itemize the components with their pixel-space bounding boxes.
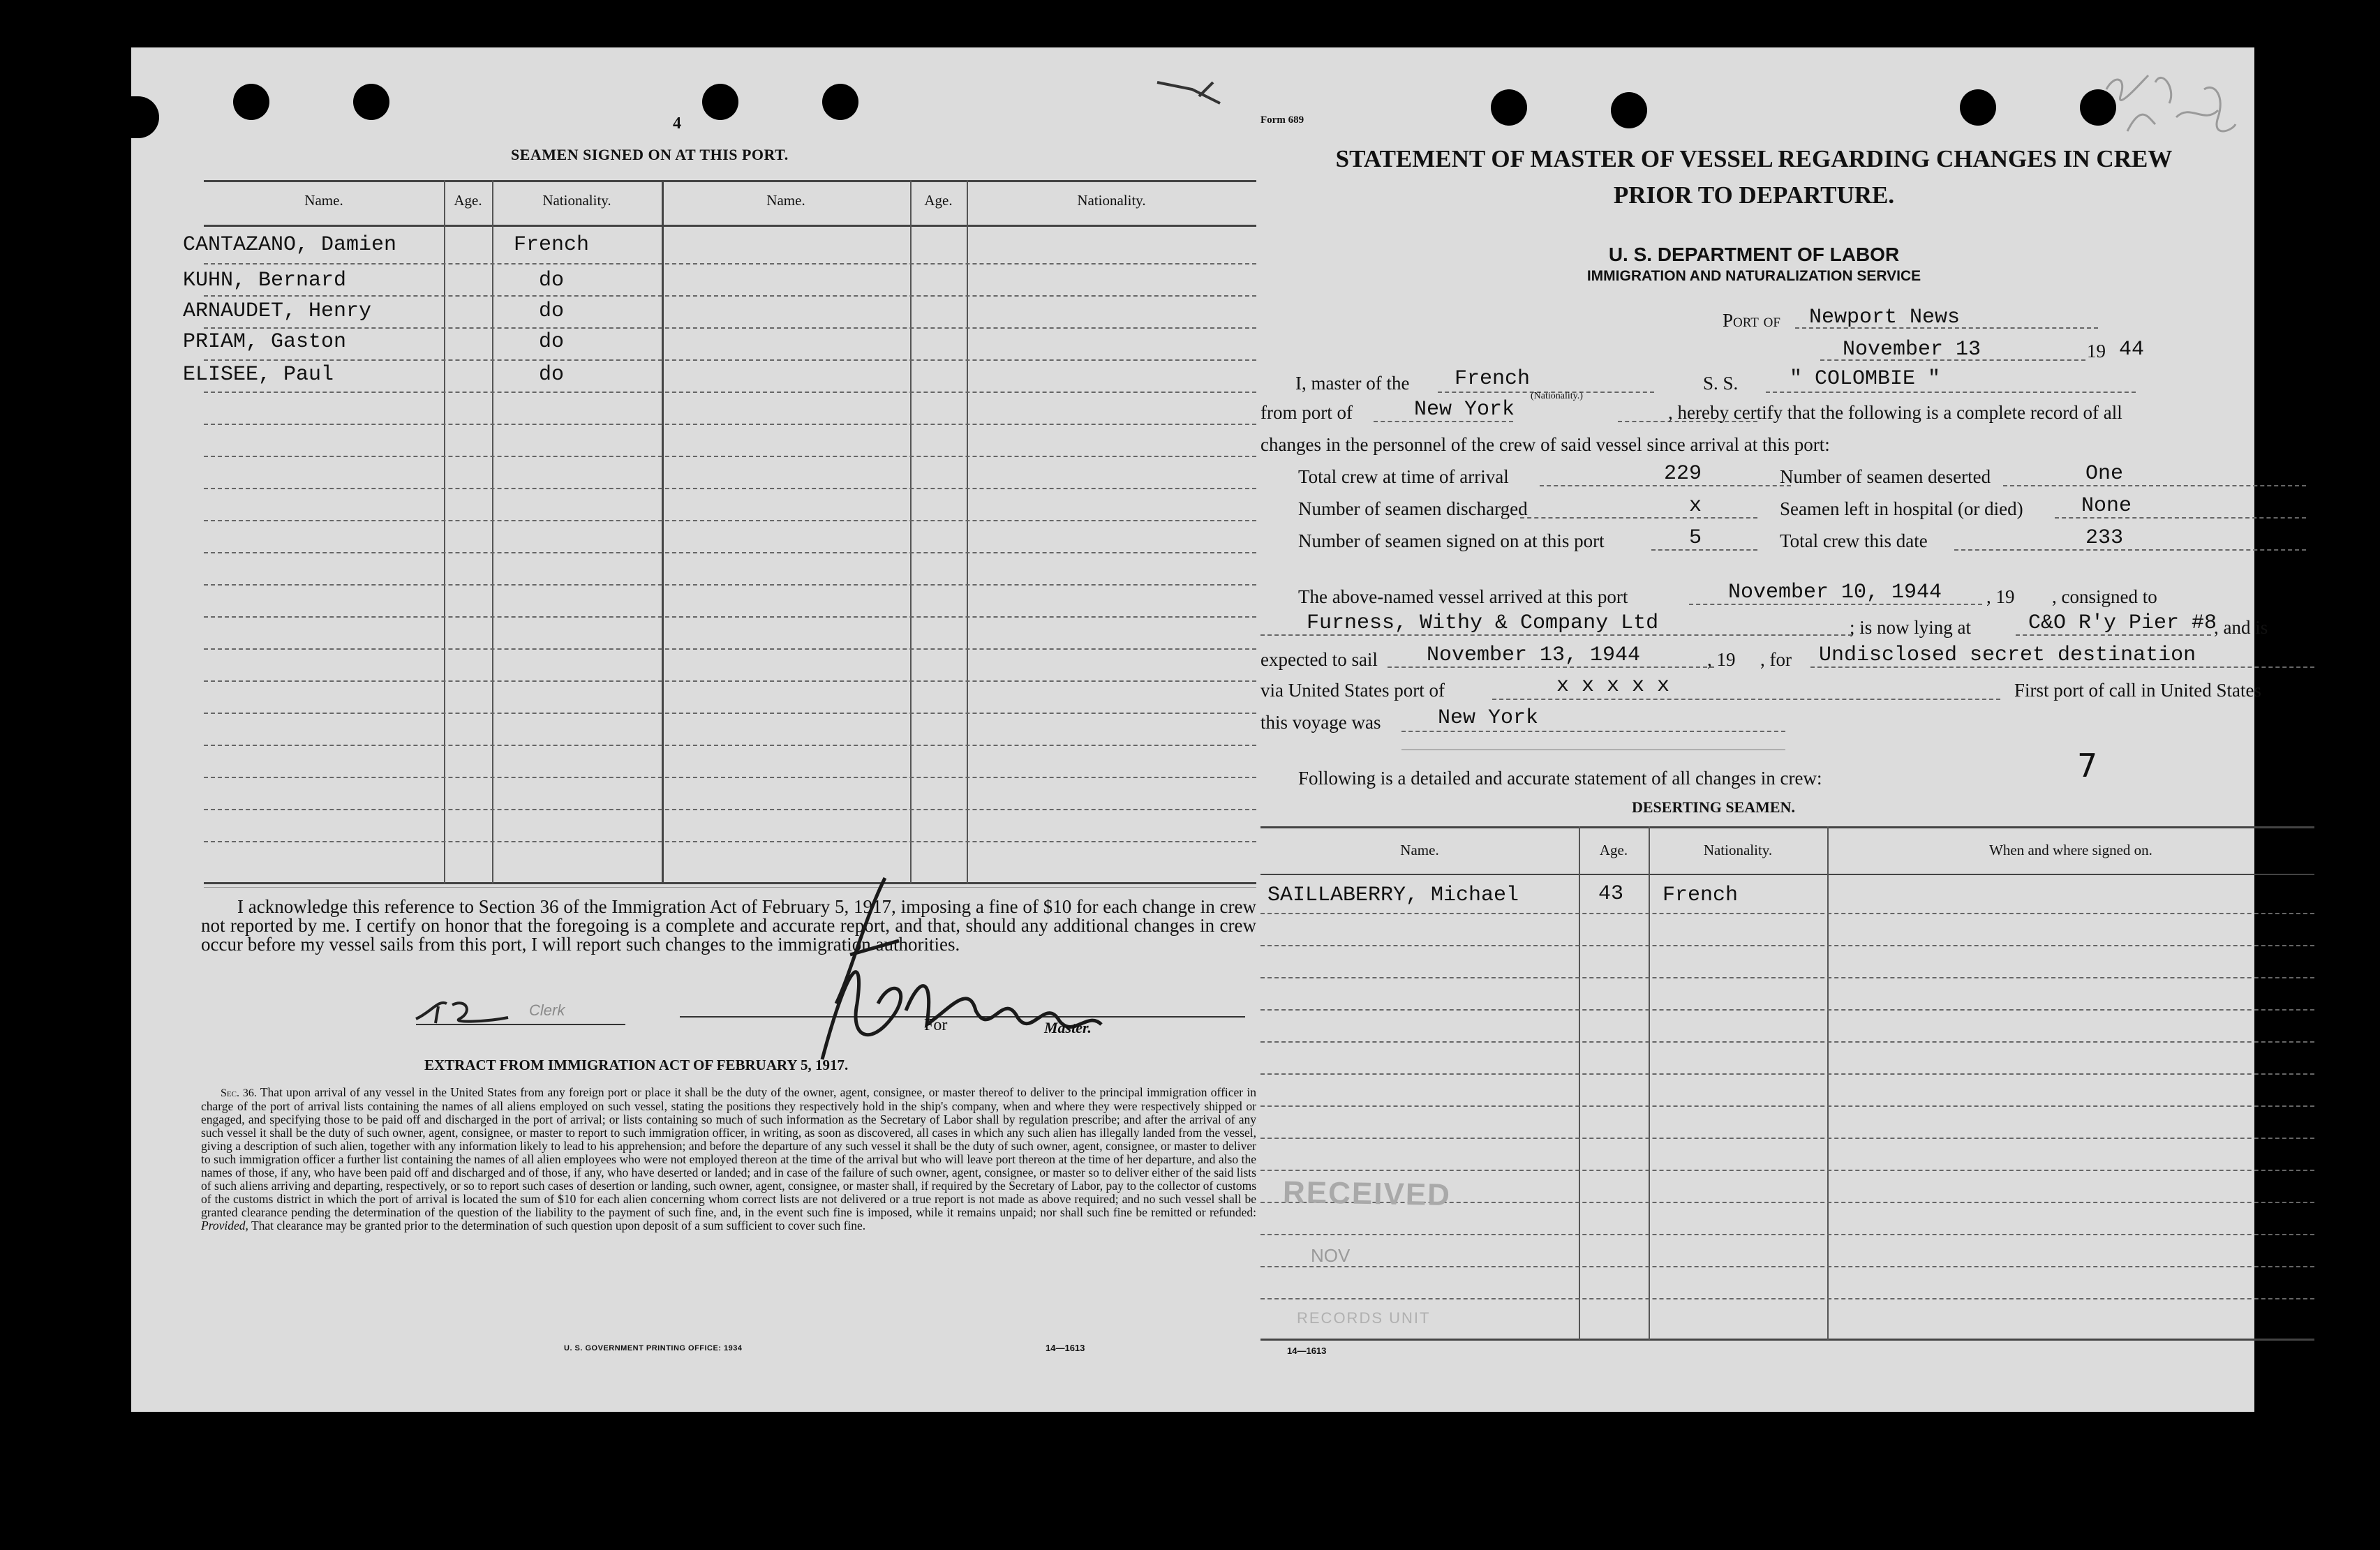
header-name: Name.	[1400, 842, 1439, 858]
punch-hole	[233, 84, 269, 120]
ink-smudge	[1150, 68, 1262, 110]
table-row-nationality: do	[539, 269, 565, 292]
table-row-nationality: French	[1663, 884, 1739, 907]
expected-label: expected to sail	[1260, 649, 1378, 670]
table-row-name: ARNAUDET, Henry	[183, 299, 372, 323]
header-age: Age.	[454, 192, 482, 209]
section-36-text	[201, 1086, 1256, 1232]
nationality-value: French	[1455, 367, 1531, 391]
deserted-label: Number of seamen deserted	[1780, 466, 1991, 487]
table-row-nationality: do	[539, 299, 565, 323]
arrived-value: November 10, 1944	[1728, 581, 1942, 604]
header-nationality: Nationality.	[542, 192, 611, 209]
header-name: Name.	[304, 192, 343, 209]
sail-year: , 19	[1707, 649, 1736, 670]
form-number: Form 689	[1260, 114, 1304, 126]
header-name: Name.	[766, 192, 805, 209]
margin-mark: 7	[2077, 747, 2098, 784]
port-label: Port of	[1723, 310, 1780, 331]
deserted-value: One	[2085, 462, 2124, 486]
signed-on-label: Number of seamen signed on at this port	[1298, 530, 1605, 551]
form-title-line1: STATEMENT OF MASTER OF VESSEL REGARDING CHANGES IN CREW	[1335, 145, 2173, 172]
from-port-value: New York	[1414, 398, 1515, 422]
certify-text: , hereby certify that the following is a complete record of all	[1668, 402, 2122, 423]
deserting-title: DESERTING SEAMEN.	[1632, 798, 1795, 816]
destination-value: Undisclosed secret destination	[1819, 643, 2196, 667]
section-label: Sec. 36.	[221, 1087, 257, 1099]
ss-label: S. S.	[1703, 373, 1739, 394]
nationality-caption: (Nationality.)	[1531, 391, 1583, 401]
acknowledgement-paragraph: I acknowledge this reference to Section 36 of the Immigration Act of February 5, 1917, imposing a fine of $10 for each change in crew not reported by me. I certify on honor that the foregoing is a complete and accurate report, and that, should any additional changes in crew occur before my vessel sails from this port, I will report such changes to the immigration authorities.	[201, 896, 1256, 955]
extract-title: EXTRACT FROM IMMIGRATION ACT OF FEBRUARY 5, 1917.	[424, 1057, 849, 1073]
sail-value: November 13, 1944	[1427, 643, 1641, 667]
first-port-label: First port of call in United States	[2014, 680, 2261, 701]
handwritten-notation	[2099, 61, 2239, 152]
punch-hole	[353, 84, 389, 120]
records-unit-stamp: RECORDS UNIT	[1297, 1309, 1431, 1327]
form-code: 14—1613	[1046, 1343, 1085, 1353]
table-row-name: SAILLABERRY, Michael	[1267, 884, 1519, 907]
lying-label: ; is now lying at	[1850, 617, 1971, 638]
via-label: via United States port of	[1260, 680, 1445, 701]
voyage-value: New York	[1438, 706, 1539, 730]
via-value: x x x x x	[1556, 674, 1670, 698]
document-sheet	[131, 47, 2268, 1412]
for-label: , for	[1760, 649, 1792, 670]
proviso-text: That clearance may be granted prior to the determination of such question upon deposit of a sum sufficient to cover such fine.	[251, 1219, 866, 1232]
header-when-where: When and where signed on.	[1989, 842, 2152, 858]
date-value: November 13	[1843, 338, 1981, 362]
from-port-label: from port of	[1260, 402, 1353, 423]
section-title: SEAMEN SIGNED ON AT THIS PORT.	[511, 146, 789, 163]
discharged-label: Number of seamen discharged	[1298, 498, 1528, 519]
proviso-label: Provided,	[201, 1219, 248, 1232]
arrived-label: The above-named vessel arrived at this port	[1298, 586, 1628, 607]
page-number: 4	[673, 114, 681, 133]
table-row-name: CANTAZANO, Damien	[183, 233, 397, 257]
punch-hole	[1491, 89, 1527, 126]
form-code: 14—1613	[1287, 1346, 1327, 1356]
changes-text: changes in the personnel of the crew of said vessel since arrival at this port:	[1260, 434, 1830, 455]
torn-edge	[131, 96, 159, 138]
total-crew-date-label: Total crew this date	[1780, 530, 1928, 551]
clerk-label: Clerk	[529, 1001, 565, 1019]
pier-value: C&O R'y Pier #8	[2028, 611, 2217, 635]
total-crew-arrival-label: Total crew at time of arrival	[1298, 466, 1509, 487]
for-label: For	[924, 1016, 948, 1034]
form-title-line2: PRIOR TO DEPARTURE.	[1613, 181, 1895, 209]
department-name: U. S. DEPARTMENT OF LABOR	[1608, 244, 1900, 265]
signed-on-value: 5	[1689, 526, 1702, 550]
header-nationality: Nationality.	[1703, 842, 1773, 858]
hospital-value: None	[2081, 494, 2132, 518]
punch-hole	[1960, 89, 1996, 126]
and-is-label: , and is	[2214, 617, 2268, 638]
table-row-age: 43	[1598, 882, 1624, 906]
total-crew-arrival-value: 229	[1664, 462, 1702, 486]
master-label: Master.	[1044, 1019, 1092, 1036]
consigned-label: , consigned to	[2052, 586, 2157, 607]
total-crew-date-value: 233	[2085, 526, 2124, 550]
section-body: That upon arrival of any vessel in the United States from any foreign port or place it shall be the duty of the owner, agent, consignee, or master thereof to deliver to the principal immigration officer in charge of the port of arrival lists containing the names of all aliens employed on such vessel, stating the positions they respectively hold in the ship's company, when and where they were respectively shipped or engaged, and specifying those to be paid off and discharged in the port of arrival; or lists containing so much of such information as the Secretary of Labor shall by regulation prescribe; and after the arrival of any such vessel it shall be the duty of such owner, agent, consignee, or master to report to such immigration officer, in writing, as soon as discovered, all cases in which any such alien has illegally landed from the vessel, giving a description of such alien, together with any information likely to lead to his apprehension; and before the departure of any such vessel it shall be the duty of such owner, agent, consignee, or master to deliver to such immigration officer a further list containing the names of all alien employees who were not employed thereon at the time of the arrival but who will leave port thereon at the time of her departure, and also the names of those, if any, who have been paid off and discharged and of those, if any, who have deserted or landed; and in case of the failure of such owner, agent, consignee, or master so to deliver either of the said lists of such aliens arriving and departing, respectively, or so to report such cases of desertion or landing, such owner, agent, consignee, or master shall, if required by the Secretary of Labor, pay to the collector of customs of the customs district in which the port of arrival is located the sum of $10 for each alien concerning whom correct lists are not delivered or a true report is not made as above required; and no such vessel shall be granted clearance pending the determination of the question of the liability to the payment of such fine, and, in the event such fine is imposed, while it remains unpaid; nor shall such fine be remitted or refunded:	[201, 1085, 1256, 1219]
punch-hole	[702, 84, 738, 120]
table-row-name: PRIAM, Gaston	[183, 330, 347, 354]
port-value: Newport News	[1809, 306, 1961, 329]
table-row-nationality: French	[514, 233, 590, 257]
received-stamp-date: NOV	[1311, 1245, 1351, 1266]
hospital-label: Seamen left in hospital (or died)	[1780, 498, 2023, 519]
punch-hole	[822, 84, 858, 120]
consignee-value: Furness, Withy & Company Ltd	[1307, 611, 1659, 635]
service-name: IMMIGRATION AND NATURALIZATION SERVICE	[1586, 268, 1921, 284]
header-age: Age.	[924, 192, 953, 209]
punch-hole	[1611, 92, 1647, 128]
year-prefix: 19	[2087, 341, 2106, 362]
master-signature	[808, 871, 1150, 1073]
received-stamp: RECEIVED	[1282, 1175, 1452, 1213]
table-row-name: KUHN, Bernard	[183, 269, 347, 292]
table-row-nationality: do	[539, 363, 565, 387]
header-nationality: Nationality.	[1077, 192, 1146, 209]
master-of-label: I, master of the	[1295, 373, 1410, 394]
table-row-nationality: do	[539, 330, 565, 354]
ship-name: " COLOMBIE "	[1790, 367, 1941, 391]
table-row-name: ELISEE, Paul	[183, 363, 334, 387]
header-age: Age.	[1599, 842, 1628, 858]
following-text: Following is a detailed and accurate statement of all changes in crew:	[1298, 768, 1822, 789]
voyage-label: this voyage was	[1260, 712, 1381, 733]
arrived-year: , 19	[1986, 586, 2015, 607]
discharged-value: x	[1689, 494, 1702, 518]
year-value: 44	[2119, 338, 2145, 362]
printer-imprint: U. S. GOVERNMENT PRINTING OFFICE: 1934	[564, 1344, 743, 1352]
clerk-initials-signature	[410, 991, 522, 1030]
